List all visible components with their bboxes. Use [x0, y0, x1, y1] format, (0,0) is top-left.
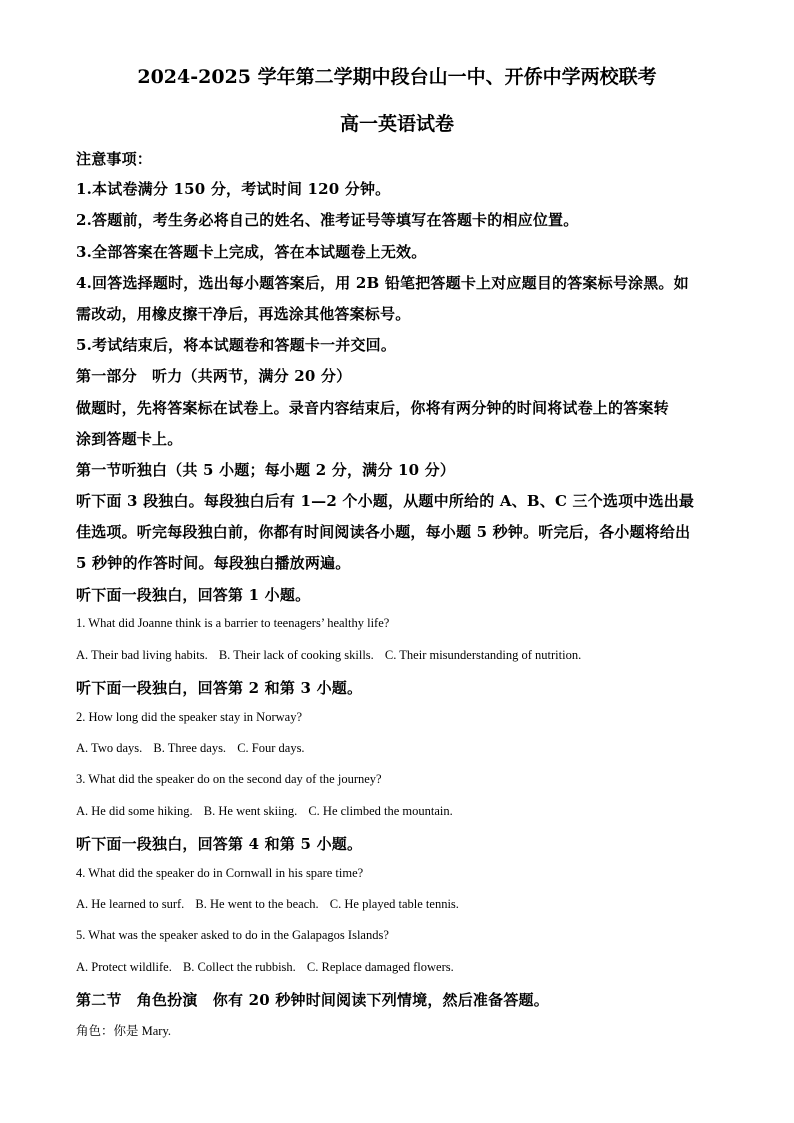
exam-subtitle: 高一英语试卷: [339, 113, 454, 135]
group-label: 听下面一段独白，回答第 1 小题。: [76, 586, 311, 604]
question-2-options: [76, 741, 313, 756]
question-1: 1. What did Joanne think is a barrier to teenagers’ healthy life?: [76, 616, 390, 630]
option-b: B. Three days.: [153, 741, 227, 755]
part1-instruction: 涂到答题卡上。: [76, 430, 183, 448]
notice-item: 5.考试结束后，将本试题卷和答题卡一并交回。: [76, 336, 397, 354]
option-c: C. He played table tennis.: [329, 897, 459, 911]
question-2: 2. How long did the speaker stay in Norway?: [76, 710, 302, 724]
question-3: 3. What did the speaker do on the second day of the journey?: [76, 772, 382, 786]
option-c: C. Replace damaged flowers.: [306, 960, 454, 974]
option-a: A. He learned to surf.: [76, 897, 185, 911]
question-4-options: [76, 897, 467, 912]
group-label: 听下面一段独白，回答第 2 和第 3 小题。: [76, 679, 363, 697]
question-5: 5. What was the speaker asked to do in the Galapagos Islands?: [76, 928, 389, 942]
question-4: 4. What did the speaker do in Cornwall in his spare time?: [76, 866, 364, 880]
section1-instruction: 5 秒钟的作答时间。每段独白播放两遍。: [76, 554, 351, 572]
notice-item: 3.全部答案在答题卡上完成，答在本试题卷上无效。: [76, 243, 427, 261]
part1-heading: 第一部分 听力（共两节，满分 20 分）: [76, 367, 352, 385]
question-5-options: [76, 960, 462, 975]
section1-instruction: 听下面 3 段独白。每段独白后有 1—2 个小题，从题中所给的 A、B、C 三个选项中选出最: [76, 492, 695, 510]
question-1-options: [76, 648, 589, 663]
option-b: B. Their lack of cooking skills.: [218, 648, 374, 662]
option-b: B. He went skiing.: [203, 804, 298, 818]
notice-item: 1.本试卷满分 150 分，考试时间 120 分钟。: [76, 180, 391, 198]
section1-instruction: 佳选项。听完每段独白前，你都有时间阅读各小题，每小题 5 秒钟。听完后，各小题将给出: [76, 523, 691, 541]
notice-item: 4.回答选择题时，选出每小题答案后，用 2B 铅笔把答题卡上对应题目的答案标号涂黑。如: [76, 274, 689, 292]
option-a: A. Their bad living habits.: [76, 648, 208, 662]
option-b: B. He went to the beach.: [195, 897, 319, 911]
option-a: A. He did some hiking.: [76, 804, 193, 818]
option-b: B. Collect the rubbish.: [182, 960, 296, 974]
role-line: 角色：你是 Mary.: [76, 1024, 172, 1038]
option-a: A. Protect wildlife.: [76, 960, 172, 974]
notice-item: 2.答题前，考生务必将自己的姓名、准考证号等填写在答题卡的相应位置。: [76, 211, 579, 229]
notice-heading: 注意事项：: [76, 150, 153, 168]
exam-title: 2024-2025 学年第二学期中段台山一中、开侨中学两校联考: [137, 66, 657, 88]
option-c: C. Four days.: [237, 741, 305, 755]
part1-instruction: 做题时，先将答案标在试卷上。录音内容结束后，你将有两分钟的时间将试卷上的答案转: [76, 399, 669, 417]
option-c: C. He climbed the mountain.: [308, 804, 453, 818]
section2-heading: 第二节 角色扮演 你有 20 秒钟时间阅读下列情境，然后准备答题。: [76, 991, 549, 1009]
question-3-options: [76, 804, 461, 819]
option-a: A. Two days.: [76, 741, 143, 755]
notice-item: 需改动，用橡皮擦干净后，再选涂其他答案标号。: [76, 305, 411, 323]
group-label: 听下面一段独白，回答第 4 和第 5 小题。: [76, 835, 363, 853]
section1-heading: 第一节听独白（共 5 小题；每小题 2 分，满分 10 分）: [76, 461, 456, 479]
option-c: C. Their misunderstanding of nutrition.: [384, 648, 582, 662]
